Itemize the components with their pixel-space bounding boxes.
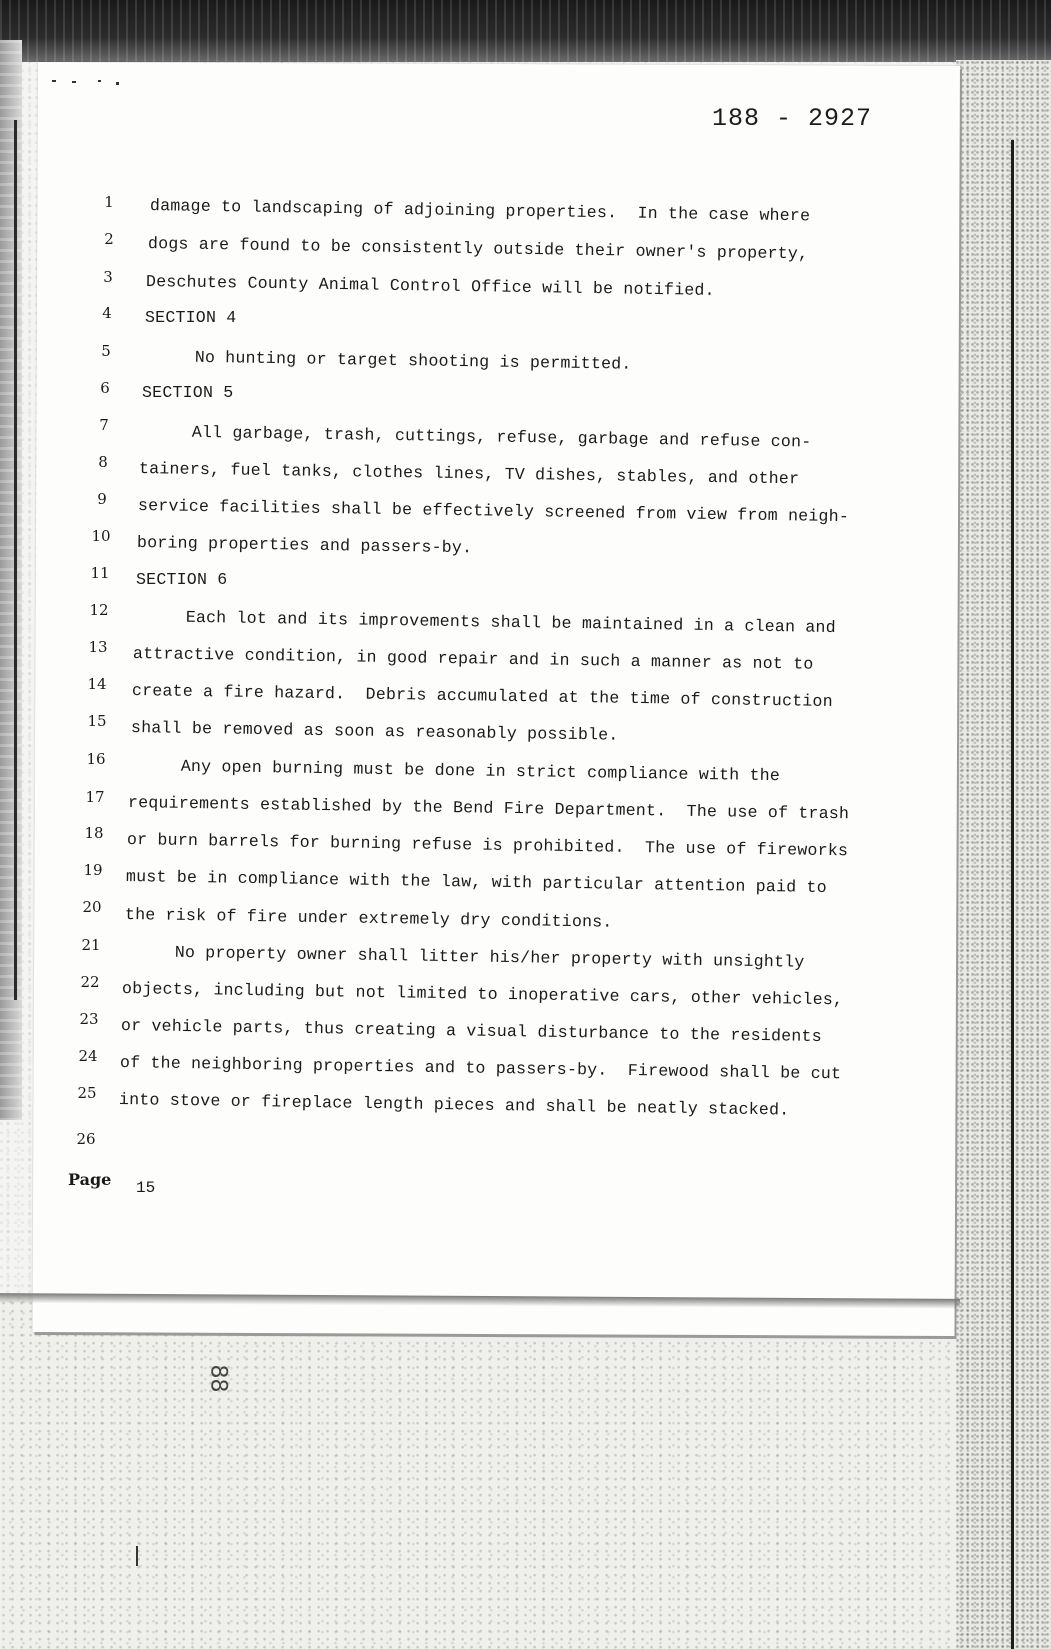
line-number: 4: [102, 304, 112, 322]
line-number: 7: [99, 416, 109, 434]
section-heading: SECTION 6: [136, 570, 228, 589]
body-line: Any open burning must be done in strict compliance with the: [129, 756, 781, 786]
body-line: shall be removed as soon as reasonably possible.: [130, 718, 619, 745]
line-number: 9: [97, 490, 107, 508]
line-number: 17: [85, 788, 105, 806]
line-number: 24: [78, 1047, 98, 1065]
body-line: requirements established by the Bend Fire Department. The use of trash: [127, 793, 850, 824]
line-number: 19: [83, 861, 103, 879]
line-number: 1: [104, 193, 114, 211]
line-number: 3: [103, 268, 113, 286]
line-number: 2: [104, 230, 114, 248]
line-number: 25: [77, 1084, 97, 1102]
scan-right-noise: [956, 60, 1051, 1649]
line-number: 12: [89, 601, 109, 619]
body-line: tainers, fuel tanks, clothes lines, TV dishes, stables, and other: [138, 459, 800, 489]
body-line: service facilities shall be effectively screened from view from neigh-: [137, 496, 850, 527]
line-number: 5: [101, 342, 111, 360]
body-line: objects, including but not limited to inoperative cars, other vehicles,: [121, 979, 844, 1010]
body-line: dogs are found to be consistently outside their owner's property,: [147, 234, 809, 264]
scanner-top-band: [0, 0, 1051, 62]
line-number: 14: [87, 675, 107, 693]
body-line: damage to landscaping of adjoining properties. In the case where: [149, 196, 811, 226]
body-line: create a fire hazard. Debris accumulated at the time of construction: [131, 681, 833, 712]
record-number: 188 - 2927: [712, 104, 873, 133]
body-line: Each lot and its improvements shall be maintained in a clean and: [134, 607, 836, 638]
line-number: 21: [81, 936, 101, 954]
line-number: 16: [86, 750, 106, 768]
stray-mark: [136, 1546, 138, 1566]
line-number: 13: [88, 638, 108, 656]
body-line: must be in compliance with the law, with particular attention paid to: [125, 867, 827, 898]
body-line: or vehicle parts, thus creating a visual disturbance to the residents: [120, 1016, 822, 1047]
line-number: 6: [100, 379, 110, 397]
scan-bottom-noise: [0, 1300, 1051, 1649]
line-number: 26: [76, 1130, 96, 1148]
stray-mark: [72, 81, 76, 83]
body-line: attractive condition, in good repair and in such a manner as not to: [132, 644, 814, 674]
page-number: 15: [136, 1179, 156, 1197]
line-number: 23: [79, 1010, 99, 1028]
body-line: All garbage, trash, cuttings, refuse, garbage and refuse con-: [140, 422, 812, 452]
stray-mark: [52, 80, 56, 82]
margin-stamp: 88: [205, 1364, 231, 1393]
line-number: 20: [82, 898, 102, 916]
left-margin-rule: [14, 120, 17, 1000]
body-line: No hunting or target shooting is permitted.: [143, 347, 632, 374]
line-number: 11: [90, 564, 110, 582]
line-number: 8: [98, 453, 108, 471]
line-number: 15: [87, 712, 107, 730]
body-line: into stove or fireplace length pieces and shall be neatly stacked.: [118, 1090, 790, 1120]
scanner-left-edge: [0, 40, 22, 1120]
line-number: 22: [80, 973, 100, 991]
body-line: the risk of fire under extremely dry conditions.: [124, 905, 613, 932]
page-label: Page: [68, 1170, 112, 1189]
body-line: Deschutes County Animal Control Office will be notified.: [145, 272, 715, 300]
line-number: 18: [84, 824, 104, 842]
body-line: No property owner shall litter his/her property with unsightly: [123, 942, 805, 972]
body-line: or burn barrels for burning refuse is prohibited. The use of fireworks: [126, 830, 849, 861]
stray-mark: [116, 82, 119, 85]
section-heading: SECTION 5: [142, 383, 234, 402]
stray-mark: [98, 80, 101, 82]
right-margin-rule: [1011, 140, 1014, 1649]
body-line: of the neighboring properties and to passers-by. Firewood shall be cut: [119, 1053, 842, 1084]
body-line: boring properties and passers-by.: [136, 533, 473, 558]
line-number: 10: [91, 527, 111, 545]
section-heading: SECTION 4: [145, 308, 237, 327]
